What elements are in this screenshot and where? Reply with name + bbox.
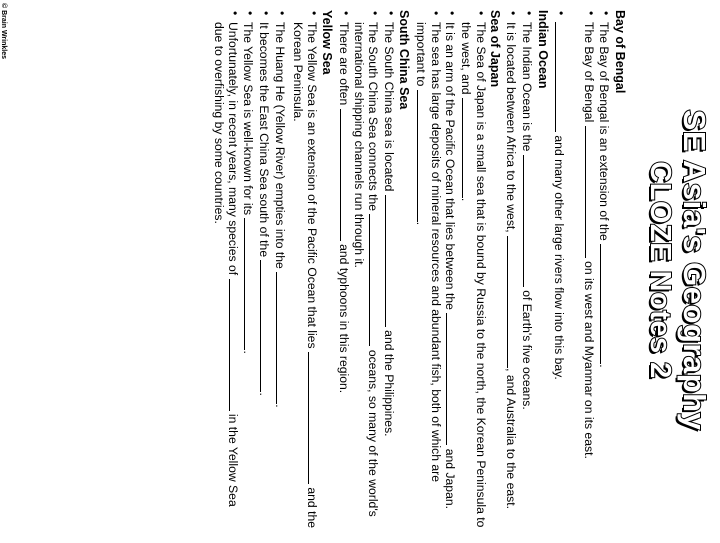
bullet-list xyxy=(413,10,487,530)
fill-in-blank[interactable] xyxy=(446,313,458,445)
section-south-china-sea xyxy=(336,10,410,530)
list-item: • The South China sea is located and the Philippines. xyxy=(381,10,397,530)
list-item: • Unfortunately, in recent years, many species of in the Yellow Sea due to overfishing by some countries. xyxy=(212,10,241,530)
list-item: • The Sea of Japan is a small sea that is bound by Russia to the north, the Korean Peninsula to the west, and . xyxy=(458,10,487,530)
bullet-list xyxy=(212,10,320,530)
list-item: • The South China Sea connects the oceans, so many of the world's international shipping channels run through it. xyxy=(352,10,381,530)
copyright-credit: © Brain Wrinkles xyxy=(0,3,7,59)
section-heading: Sea of Japan xyxy=(487,10,502,88)
section-bay-of-bengal xyxy=(552,10,626,530)
list-item: • The Yellow Sea is well-known for its . xyxy=(241,10,257,530)
bullet-list xyxy=(552,10,613,530)
fill-in-blank[interactable] xyxy=(276,272,288,404)
fill-in-blank[interactable] xyxy=(555,22,567,132)
fill-in-blank[interactable] xyxy=(308,352,320,484)
list-item: • The Indian Ocean is the of Earth's five oceans. xyxy=(519,10,535,530)
list-item: • It becomes the East China Sea south of the . xyxy=(256,10,272,530)
section-indian-ocean xyxy=(504,10,549,530)
list-item: • It is an arm of the Pacific Ocean that lies between the and Japan. xyxy=(442,10,458,530)
section-heading: South China Sea xyxy=(397,10,412,110)
notes-content xyxy=(209,10,626,530)
list-item: • The Bay of Bengal on its west and Myanmar on its east. xyxy=(581,10,597,530)
section-heading: Bay of Bengal xyxy=(613,10,627,94)
bullet-list xyxy=(504,10,535,530)
fill-in-blank[interactable] xyxy=(523,155,535,287)
fill-in-blank[interactable] xyxy=(229,279,241,411)
fill-in-blank[interactable] xyxy=(340,109,352,241)
fill-in-blank[interactable] xyxy=(385,195,397,327)
fill-in-blank[interactable] xyxy=(260,260,272,392)
list-item: • The sea has large deposits of mineral resources and abundant fish, both of which are important to . xyxy=(413,10,442,530)
fill-in-blank[interactable] xyxy=(462,98,474,198)
fill-in-blank[interactable] xyxy=(369,214,381,346)
list-item: • and many other large rivers flow into this bay. xyxy=(552,10,568,530)
section-yellow-sea xyxy=(212,10,334,530)
worksheet-subtitle: CLOZE Notes 2 xyxy=(644,161,676,379)
section-sea-of-japan xyxy=(413,10,501,530)
fill-in-blank[interactable] xyxy=(585,126,597,258)
list-item: • There are often and typhoons in this region. xyxy=(336,10,352,530)
fill-in-blank[interactable] xyxy=(244,218,256,350)
list-item: • The Bay of Bengal is an extension of the . xyxy=(597,10,613,530)
list-item: • It is located between Africa to the west, , and Australia to the east. xyxy=(504,10,520,530)
list-item: • The Yellow Sea is an extension of the Pacific Ocean that lies and the Korean Peninsula. xyxy=(291,10,320,530)
section-heading: Indian Ocean xyxy=(535,10,550,89)
section-heading: Yellow Sea xyxy=(320,10,335,75)
bullet-list xyxy=(336,10,396,530)
fill-in-blank[interactable] xyxy=(507,236,519,368)
fill-in-blank[interactable] xyxy=(417,90,429,222)
list-item: • The Huang He (Yellow River) empties into the . xyxy=(272,10,288,530)
fill-in-blank[interactable] xyxy=(600,244,612,364)
worksheet-title: SE Asia's Geography xyxy=(677,109,712,431)
